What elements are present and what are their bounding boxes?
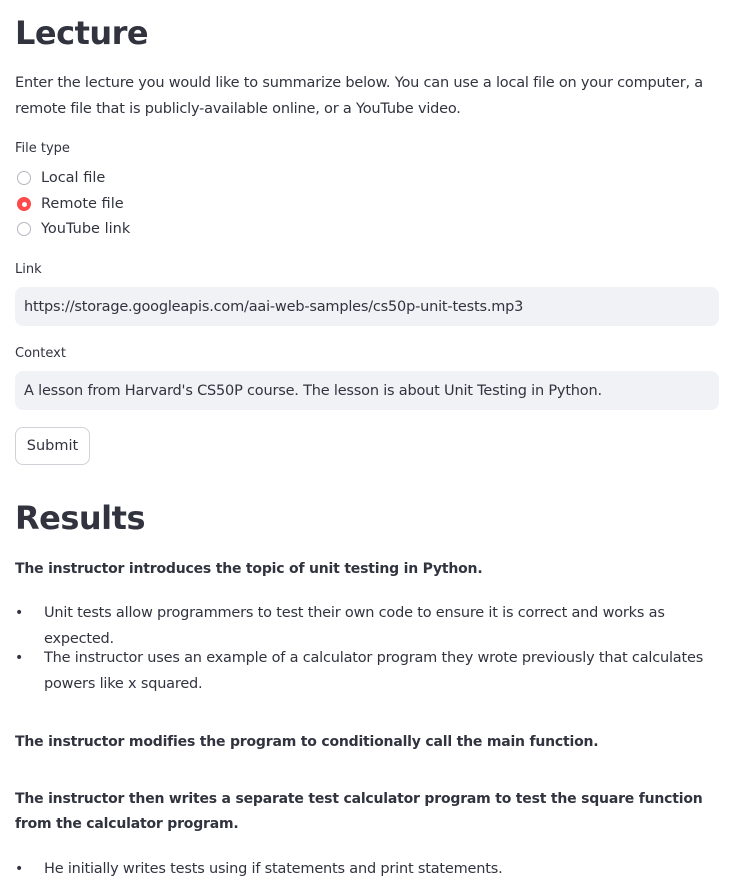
list-item-text: He initially writes tests using if statements and print statements.: [44, 861, 503, 877]
results-title: Results: [15, 499, 145, 537]
radio-remote-file[interactable]: [17, 196, 124, 212]
context-label: Context: [15, 346, 66, 361]
radio-label: Remote file: [41, 196, 124, 212]
radio-label: Local file: [41, 170, 106, 186]
radio-circle-icon: [17, 171, 31, 185]
link-label: Link: [15, 262, 42, 277]
link-input[interactable]: https://storage.googleapis.com/aai-web-samples/cs50p-unit-tests.mp3: [15, 287, 719, 326]
results-heading-1: The instructor introduces the topic of unit testing in Python.: [15, 561, 483, 577]
submit-button[interactable]: Submit: [15, 427, 90, 465]
radio-label: YouTube link: [41, 221, 131, 237]
radio-selected-icon: [17, 197, 31, 211]
intro-text: Enter the lecture you would like to summarize below. You can use a local file on your computer, a remote file that is publicly-available online, or a YouTube video.: [15, 75, 703, 117]
radio-circle-icon: [17, 222, 31, 236]
context-input[interactable]: A lesson from Harvard's CS50P course. The lesson is about Unit Testing in Python.: [15, 371, 719, 410]
bullet-icon: •: [15, 650, 24, 666]
list-item-text: The instructor uses an example of a calculator program they wrote previously that calculates powers like x squared.: [44, 650, 704, 692]
results-heading-2: The instructor modifies the program to conditionally call the main function.: [15, 734, 599, 750]
lecture-title: Lecture: [15, 14, 149, 52]
list-item-text: Unit tests allow programmers to test their own code to ensure it is correct and works as expected.: [44, 605, 665, 647]
radio-local-file[interactable]: [17, 170, 105, 186]
results-heading-3: The instructor then writes a separate test calculator program to test the square function from the calculator program.: [15, 791, 703, 832]
bullet-icon: •: [15, 861, 24, 877]
file-type-label: File type: [15, 141, 70, 156]
radio-youtube-link[interactable]: [17, 221, 130, 237]
bullet-icon: •: [15, 605, 24, 621]
